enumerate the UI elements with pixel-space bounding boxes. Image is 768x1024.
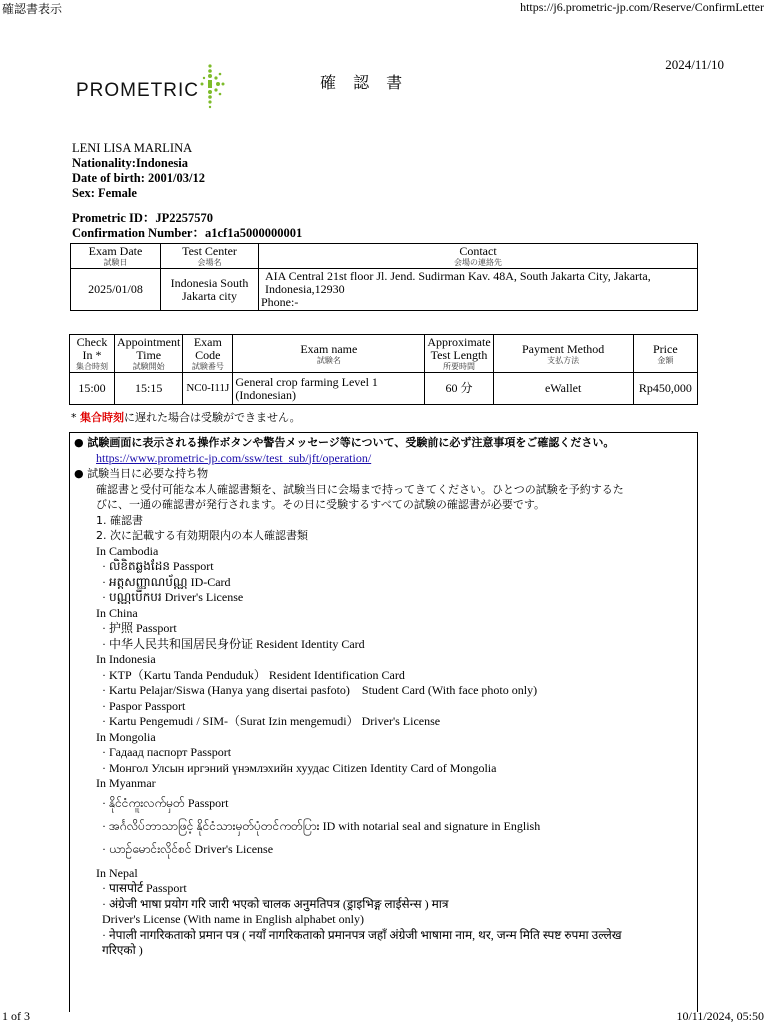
col-contact: Contact 会場の連絡先 [259,244,698,269]
col-exam-date: Exam Date 試験日 [71,244,161,269]
prometric-logo [76,62,236,112]
document-title: 確 認 書 [320,73,409,92]
price: Rp450,000 [633,373,697,405]
contact [259,269,698,311]
checkin-note: * 集合時刻に遅れた場合は受験ができません。 [71,411,301,424]
logo-star-icon [198,62,228,112]
confirmation-number: Confirmation Number：a1cf1a5000000001 [72,226,303,240]
belongings-item-1: 1. 確認書 [96,513,143,527]
instruction-operation: ● 試験画面に表示される操作ボタンや警告メッセージ等について、受験前に必ず注意事項をご確認ください。 [74,436,615,449]
browser-page-title: 確認書表示 [2,2,63,16]
candidate-nationality: Nationality:Indonesia [72,156,188,170]
browser-url: https://j6.prometric-jp.com/Reserve/ConfirmLetter [520,0,764,14]
venue-table [70,243,698,311]
address: AIA Central 21st floor Jl. Jend. Sudirman Kav. 48A, South Jakarta City, Jakarta, Indonesia,12930 [265,269,651,296]
phone: Phone:- [261,295,299,309]
country-heading: In Indonesia [96,652,156,666]
id-document-item: · 护照 Passport [102,621,177,635]
id-document-item: Driver's License (With name in English alphabet only) [102,912,364,926]
id-document-item: · 中华人民共和国居民身份证 Resident Identity Card [102,636,365,651]
candidate-info [72,141,205,201]
exam-code: NC0-I11J [183,373,233,405]
id-document-item: · နိုင်ငံကူးလက်မှတ် Passport [102,795,229,810]
col-appointment: Appointment Time 試験開始 [115,335,183,373]
col-exam-code: Exam Code 試験番号 [183,335,233,373]
col-test-length: Approximate Test Length 所要時間 [425,335,493,373]
instructions-box [69,432,698,1012]
candidate-dob: Date of birth: 2001/03/12 [72,171,205,185]
country-heading: In Nepal [96,865,138,880]
checkin-time: 15:00 [70,373,115,405]
table-row [71,269,698,311]
id-document-item: · पासपोर्ट Passport [102,881,187,895]
id-document-list [74,544,693,959]
country-heading: In Myanmar [96,776,156,790]
prometric-id: Prometric ID：JP2257570 [72,211,214,225]
operation-link[interactable]: https://www.prometric-jp.com/ssw/test_sub/jft/operation/ [96,450,372,465]
country-heading: In Mongolia [96,729,156,744]
col-payment: Payment Method 支払方法 [493,335,633,373]
venue-table-header [71,244,698,269]
country-heading: In Cambodia [96,543,159,558]
id-document-item: · अंग्रेजी भाषा प्रयोग गरि जारी भएको चालक अनुमतिपत्र (ड्राइभिङ्ग लाईसेन्स ) मात्र [102,896,449,911]
id-document-item: · အင်္ဂလိပ်ဘာသာဖြင့် နိုင်ငံသားမှတ်ပုံတင်ကတ်ပြား ID with notarial seal and signature in English [102,818,541,833]
belongings-para-2: びに、一通の確認書が発行されます。その日に受験するすべての試験の確認書が必要です。 [96,498,546,511]
payment-method: eWallet [493,373,633,405]
exam-table [69,334,698,405]
id-document-item: · Гадаад паспорт Passport [102,745,232,759]
id-document-item: · Paspor Passport [102,698,186,713]
exam-date: 2025/01/08 [71,269,161,311]
candidate-sex: Sex: Female [72,186,137,200]
table-row [70,373,698,405]
test-center: Indonesia South Jakarta city [161,269,259,311]
id-document-item: · អត្តសញ្ញាណប័ណ្ណ ID-Card [102,574,231,589]
col-exam-name: Exam name 試験名 [233,335,425,373]
id-document-item: गरिएको ) [102,943,143,957]
print-datetime: 10/11/2024, 05:50 [676,1009,764,1023]
page-number: 1 of 3 [2,1009,30,1023]
id-document-item: · ယာဉ်မောင်းလိုင်စင် Driver's License [102,841,274,856]
id-document-item: · नेपाली नागरिकताको प्रमान पत्र ( नयाँ नागरिकताको प्रमानपत्र जहाँ अंग्रेजी भाषामा नाम, थर, जन्म मिति स्पष्ट रुपमा उल्लेख [102,927,622,942]
appointment-time: 15:15 [115,373,183,405]
country-heading: In China [96,605,138,620]
belongings-para-1: 確認書と受付可能な本人確認書類を、試験当日に会場まで持ってきてください。ひとつの試験を予約するた [96,482,624,496]
id-document-item: · លិខិតឆ្លងដែន Passport [102,559,214,573]
id-document-item: · Монгол Улсын иргэний үнэмлэхийн хуудас Citizen Identity Card of Mongolia [102,760,497,775]
logo-text: PROMETRIC [76,80,199,101]
checkin-note-highlight: 集合時刻 [80,411,124,424]
id-document-item: · បណ្ណបើកបរ Driver's License [102,590,244,604]
col-price: Price 金額 [633,335,697,373]
id-document-item: · Kartu Pelajar/Siswa (Hanya yang disertai pasfoto) Student Card (With face photo only) [102,683,538,697]
exam-table-header [70,335,698,373]
belongings-item-2: 2. 次に記載する有効期限内の本人確認書類 [96,529,308,542]
col-checkin: Check In * 集合時刻 [70,335,115,373]
col-test-center: Test Center 会場名 [161,244,259,269]
letter-date: 2024/11/10 [665,57,724,72]
test-length: 60 分 [425,373,493,405]
exam-name: General crop farming Level 1 (Indonesian) [233,373,425,405]
booking-ids [72,211,302,241]
id-document-item: · Kartu Pengemudi / SIM-（Surat Izin mengemudi） Driver's License [102,714,441,728]
candidate-name: LENI LISA MARLINA [72,141,193,155]
id-document-item: · KTP（Kartu Tanda Penduduk） Resident Identification Card [102,667,405,682]
instruction-belongings: ● 試験当日に必要な持ち物 [74,467,209,480]
